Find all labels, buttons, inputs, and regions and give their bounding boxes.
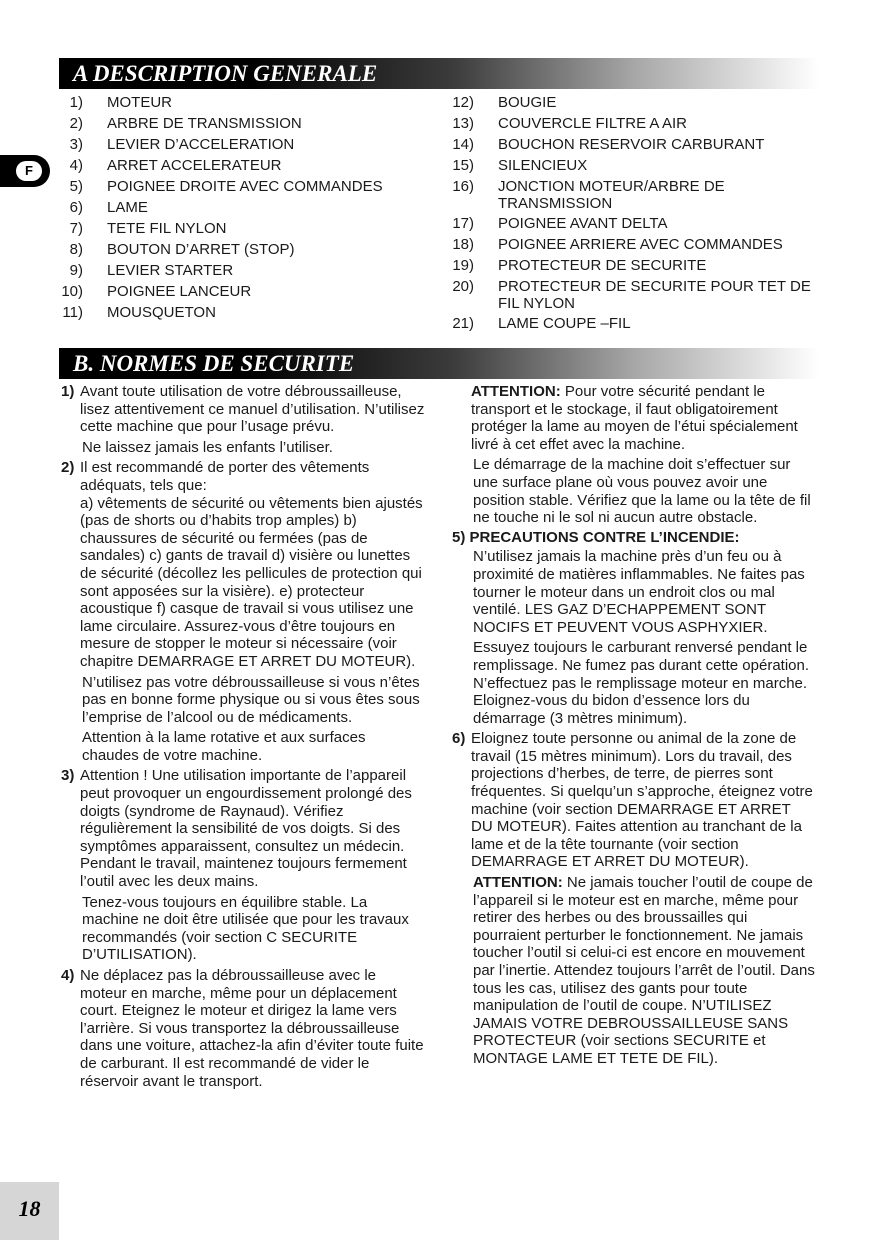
description-item (452, 236, 818, 253)
section-a-title: A DESCRIPTION GENERALE (73, 61, 378, 86)
description-item-label: ARBRE DE TRANSMISSION (107, 115, 302, 132)
safety-item-6 (452, 730, 816, 1067)
description-item-number: 12) (452, 94, 474, 111)
safety-paragraph: Ne déplacez pas la débroussailleuse avec le moteur en marche, même pour un déplacement court. Eteignez le moteur et dirigez la lame vers l’arrière. Si vous transportez la débroussailleuse dans une voiture, attachez-la afin d’éviter toute fuite de carburant. Il est recommandé de vider le réservoir avant le transport. (80, 967, 424, 1090)
description-item (452, 115, 818, 132)
description-item-label: BOUGIE (498, 94, 557, 111)
description-item (452, 157, 818, 174)
description-item (452, 136, 818, 153)
language-tab-label: F (16, 161, 42, 181)
description-item-number: 19) (452, 257, 474, 274)
safety-paragraph: Tenez-vous toujours en équilibre stable. La machine ne doit être utilisée que pour les travaux recommandés (voir section C SECURITE D’UTILISATION). (82, 893, 409, 964)
attention-cutting-tool (471, 874, 816, 1068)
description-item (452, 315, 818, 332)
description-item-number: 20) (452, 278, 474, 295)
description-list-left (61, 94, 437, 325)
safety-item-number: 2) (61, 459, 75, 477)
safety-paragraph: Ne laissez jamais les enfants l’utiliser. (82, 438, 333, 456)
description-item-number: 11) (62, 304, 83, 321)
description-item (452, 178, 818, 212)
description-item-number: 5) (69, 178, 83, 195)
safety-item-3 (61, 767, 425, 964)
safety-column-right (452, 383, 816, 1068)
description-item (69, 199, 437, 216)
safety-paragraph: Avant toute utilisation de votre débroussailleuse, lisez attentivement ce manuel d’utilisation. N’utilisez cette machine que pour l’usage prévu. (80, 383, 425, 436)
description-item-number: 10) (61, 283, 83, 300)
safety-paragraph: Attention à la lame rotative et aux surfaces chaudes de votre machine. (82, 729, 366, 764)
description-item-label: POIGNEE AVANT DELTA (498, 215, 668, 232)
description-item (452, 278, 818, 312)
description-item (69, 115, 437, 132)
description-item-label: POIGNEE DROITE AVEC COMMANDES (107, 178, 383, 195)
description-item (452, 215, 818, 232)
description-item-number: 4) (69, 157, 83, 174)
safety-item-number: 3) (61, 767, 75, 785)
safety-paragraph: Pour votre sécurité pendant le transport et le stockage, il faut obligatoirement protéger la lame au moyen de l’étui spécialement livré à cet effet avec la machine. (471, 383, 798, 453)
section-a-banner (59, 58, 819, 89)
description-item (61, 283, 437, 300)
safety-item-4 (61, 967, 425, 1090)
description-item-label: BOUTON D’ARRET (STOP) (107, 241, 295, 258)
safety-item-number: 1) (61, 383, 75, 400)
description-item-label: LAME (107, 199, 148, 216)
description-item (69, 94, 437, 111)
description-item-label: TETE FIL NYLON (107, 220, 227, 237)
description-item-number: 18) (452, 236, 474, 253)
description-item-label: LEVIER D’ACCELERATION (107, 136, 295, 153)
description-item-number: 14) (452, 136, 474, 153)
description-item-label: ARRET ACCELERATEUR (107, 157, 282, 174)
description-item (69, 157, 437, 174)
page-number-box (0, 1182, 59, 1240)
description-item-number: 8) (69, 241, 83, 258)
description-item-label: JONCTION MOTEUR/ARBRE DE TRANSMISSION (498, 178, 725, 212)
description-item-number: 1) (69, 94, 83, 111)
description-item-number: 2) (69, 115, 83, 132)
description-item-number: 15) (452, 157, 474, 174)
description-item-number: 13) (452, 115, 474, 132)
safety-paragraph: Ne jamais toucher l’outil de coupe de l’appareil si le moteur est en marche, même pour retirer des herbes ou des broussailles qui pourraient perturber le fonctionnement. Ne jamais toucher l’outil si celui-ci est encore en mouvement par l’inertie. Attendez toujours l’arrêt de l’outil. Dans tous les cas, utilisez des gants pour toute manipulation de l’outil de coupe. N’UTILISEZ JAMAIS VOTRE DEBROUSSAILLEUSE SANS PROTECTEUR (voir sections SECURITE et MONTAGE LAME ET TETE DE FIL). (473, 874, 815, 1067)
description-item-label: MOTEUR (107, 94, 172, 111)
description-item (452, 257, 818, 274)
description-item-label: LAME COUPE –FIL (498, 315, 631, 332)
safety-item-number: 4) (61, 967, 75, 984)
description-item-number: 3) (69, 136, 83, 153)
description-item (62, 304, 437, 321)
attention-transport (471, 383, 816, 453)
attention-label: ATTENTION: (471, 383, 561, 400)
description-item-number: 7) (69, 220, 83, 237)
description-item (69, 241, 437, 258)
description-item-label: MOUSQUETON (107, 304, 216, 321)
attention-label: ATTENTION: (473, 874, 563, 892)
description-item (452, 94, 818, 111)
safety-item-1 (61, 383, 425, 456)
safety-paragraph: Le démarrage de la machine doit s’effectuer sur une surface plane où vous pouvez avoir une position stable. Vérifiez que la lame ou la tête de fil ne touche ni le sol ni aucun autre obstacle. (473, 456, 811, 527)
description-item-label: BOUCHON RESERVOIR CARBURANT (498, 136, 765, 153)
description-item (69, 220, 437, 237)
description-item-label: SILENCIEUX (498, 157, 588, 174)
description-item-number: 9) (69, 262, 83, 279)
safety-paragraph: Essuyez toujours le carburant renversé pendant le remplissage. Ne fumez pas durant cette opération. N’effectuez pas le remplissage moteur en marche. Eloignez-vous du bidon d’essence lors du démarrage (3 mètres minimum). (473, 639, 810, 727)
language-tab (0, 155, 50, 187)
description-list-right (452, 94, 818, 336)
description-item-label: COUVERCLE FILTRE A AIR (498, 115, 687, 132)
safety-paragraph: Attention ! Une utilisation importante de l’appareil peut provoquer un engourdissement prolongé des doigts (syndrome de Raynaud). Vérifiez régulièrement la sensibilité de vos doigts. Si des symptômes apparaissent, consultez un médecin. Pendant le travail, maintenez toujours fermement l’outil avec les deux mains. (80, 767, 412, 891)
safety-item-number: 6) (452, 730, 466, 748)
section-b-title: B. NORMES DE SECURITE (73, 351, 355, 376)
fire-precautions-heading: 5) PRECAUTIONS CONTRE L’INCENDIE: (452, 528, 740, 546)
safety-paragraph: Il est recommandé de porter des vêtements adéquats, tels que: (80, 459, 370, 494)
page-number: 18 (18, 1196, 41, 1221)
description-item-label: POIGNEE ARRIERE AVEC COMMANDES (498, 236, 783, 253)
description-item-number: 21) (452, 315, 474, 332)
description-item (69, 178, 437, 195)
description-item-number: 16) (452, 178, 474, 195)
description-item (69, 136, 437, 153)
safety-paragraph: N’utilisez pas votre débroussailleuse si vous n’êtes pas en bonne forme physique ou si vous êtes sous l’emprise de l’alcool ou de médicaments. (82, 673, 420, 726)
description-item-number: 17) (452, 215, 474, 232)
description-item-label: PROTECTEUR DE SECURITE (498, 257, 707, 274)
safety-item-2 (61, 459, 425, 764)
description-item-label: POIGNEE LANCEUR (107, 283, 252, 300)
safety-column-left (61, 383, 425, 1090)
safety-paragraph: Eloignez toute personne ou animal de la zone de travail (15 mètres minimum). Lors du travail, des projections d’herbes, de terre, de pierres sont fréquentes. Si quelqu’un s’approche, éteignez votre machine (voir section DEMARRAGE ET ARRET DU MOTEUR). Faites attention au tranchant de la lame et de la tête tournante (voir section DEMARRAGE ET ARRET DU MOTEUR). (471, 730, 813, 871)
safety-paragraph: N’utilisez jamais la machine près d’un feu ou à proximité de matières inflammables. Ne faites pas tourner le moteur dans un endroit clos ou mal ventilé. LES GAZ D’ECHAPPEMENT SONT NOCIFS ET PEUVENT VOUS ASPHYXIER. (473, 548, 805, 636)
description-item-label: PROTECTEUR DE SECURITE POUR TET DE FIL NYLON (498, 278, 811, 312)
section-b-banner (59, 348, 819, 379)
description-item (69, 262, 437, 279)
description-item-label: LEVIER STARTER (107, 262, 234, 279)
description-item-number: 6) (69, 199, 83, 216)
safety-paragraph: a) vêtements de sécurité ou vêtements bien ajustés (pas de shorts ou d’habits trop amples) b) chaussures de sécurité ou fermées (pas de sandales) c) gants de travail d) visière ou lunettes de sécurité (décollez les pellicules de protection qui sont apposées sur la visière). e) protecteur acoustique f) casque de travail si vous utilisez une lame circulaire. Assurez-vous d’être toujours en mesure de stopper le moteur si nécessaire (voir chapitre DEMARRAGE ET ARRET DU MOTEUR). (80, 494, 423, 670)
